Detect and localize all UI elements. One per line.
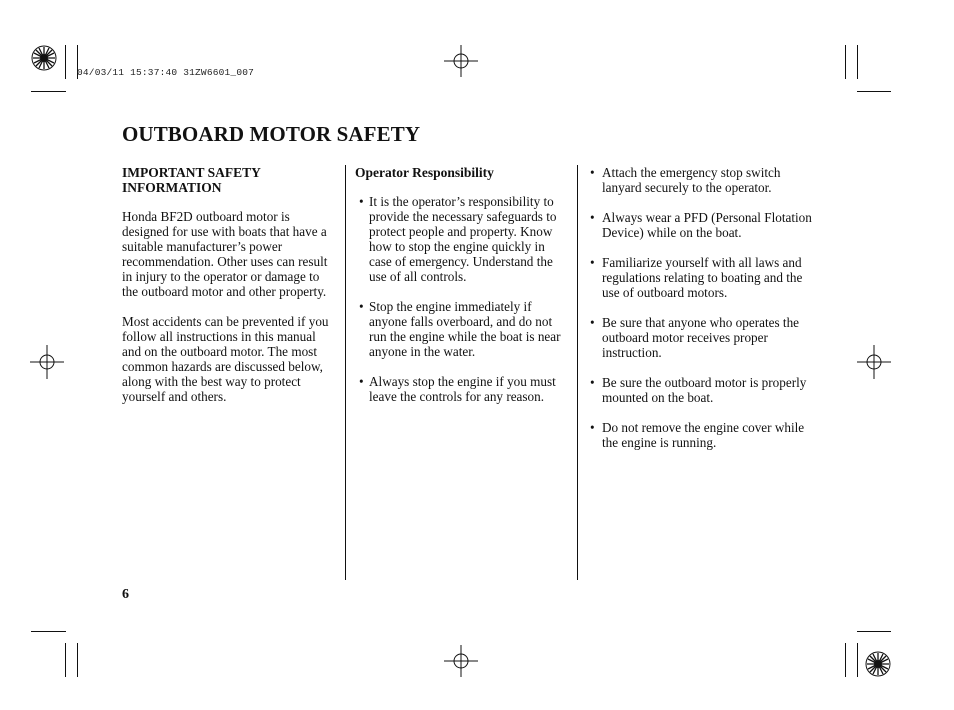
crop-mark-top-left-h: [31, 91, 66, 92]
column-safety-rules: [589, 165, 814, 465]
crosshair-registration-icon: [857, 345, 891, 379]
list-item: [589, 315, 814, 360]
list-item-text: Be sure that anyone who operates the outboard motor receives proper instruction.: [602, 315, 800, 360]
bullet-icon: •: [590, 375, 595, 390]
crop-mark-top-right-h: [857, 91, 891, 92]
crop-mark-bottom-left-v2: [77, 643, 78, 677]
bullet-list: [355, 194, 570, 404]
crop-mark-bottom-right-v1: [845, 643, 846, 677]
crop-mark-top-right-v2: [857, 45, 858, 79]
column-operator-responsibility: [355, 165, 570, 419]
page-number: 6: [122, 587, 129, 602]
crop-mark-bottom-left-v1: [65, 643, 66, 677]
bullet-icon: •: [590, 165, 595, 180]
bullet-icon: •: [590, 315, 595, 330]
bullet-list: [589, 165, 814, 450]
list-item: [589, 210, 814, 240]
column-divider: [345, 165, 346, 580]
bullet-icon: •: [590, 255, 595, 270]
list-item: [589, 420, 814, 450]
crosshair-registration-icon: [30, 345, 64, 379]
list-item-text: Stop the engine immediately if anyone falls overboard, and do not run the engine while the boat is near anyone in the water.: [369, 299, 561, 359]
section-heading-important-safety: IMPORTANT SAFETY INFORMATION: [122, 165, 261, 195]
crop-mark-bottom-right-h: [857, 631, 891, 632]
list-item: [589, 255, 814, 300]
section-heading-operator-responsibility: Operator Responsibility: [355, 165, 494, 180]
crosshair-registration-icon: [444, 45, 478, 77]
list-item-text: Do not remove the engine cover while the engine is running.: [602, 420, 805, 450]
list-item: [355, 374, 570, 404]
column-divider: [577, 165, 578, 580]
bullet-icon: •: [359, 374, 364, 389]
list-item-text: Always wear a PFD (Personal Flotation Device) while on the boat.: [602, 210, 812, 240]
crop-mark-bottom-left-h: [31, 631, 66, 632]
list-item-text: Familiarize yourself with all laws and regulations relating to boating and the use of outboard motors.: [602, 255, 803, 300]
bullet-icon: •: [590, 210, 595, 225]
list-item: [355, 194, 570, 284]
list-item: [589, 375, 814, 405]
print-timestamp: 04/03/11 15:37:40 31ZW6601_007: [77, 67, 255, 78]
sunburst-printer-mark-icon: [865, 651, 891, 677]
list-item-text: It is the operator’s responsibility to provide the necessary safeguards to protect people and property. Know how to stop the engine quickly in case of emergency. Understand the use of all controls.: [369, 194, 557, 284]
crosshair-registration-icon: [444, 645, 478, 677]
bullet-icon: •: [590, 420, 595, 435]
bullet-icon: •: [359, 299, 364, 314]
paragraph: Honda BF2D outboard motor is designed for use with boats that have a suitable manufacturer’s power recommendation. Other uses can result in injury to the operator or damage to the outboard motor and other property.: [122, 209, 328, 299]
crop-mark-bottom-right-v2: [857, 643, 858, 677]
page-title: OUTBOARD MOTOR SAFETY: [122, 122, 421, 146]
list-item-text: Attach the emergency stop switch lanyard securely to the operator.: [602, 165, 781, 195]
list-item: [355, 299, 570, 359]
bullet-icon: •: [359, 194, 364, 209]
list-item-text: Always stop the engine if you must leave the controls for any reason.: [369, 374, 556, 404]
paragraph: Most accidents can be prevented if you follow all instructions in this manual and on the outboard motor. The most common hazards are discussed below, along with the best way to protect yourself and others.: [122, 314, 329, 404]
sunburst-printer-mark-icon: [31, 45, 57, 71]
crop-mark-top-left-v1: [65, 45, 66, 79]
list-item-text: Be sure the outboard motor is properly mounted on the boat.: [602, 375, 807, 405]
list-item: [589, 165, 814, 195]
column-important-safety: [122, 165, 337, 419]
crop-mark-top-right-v1: [845, 45, 846, 79]
